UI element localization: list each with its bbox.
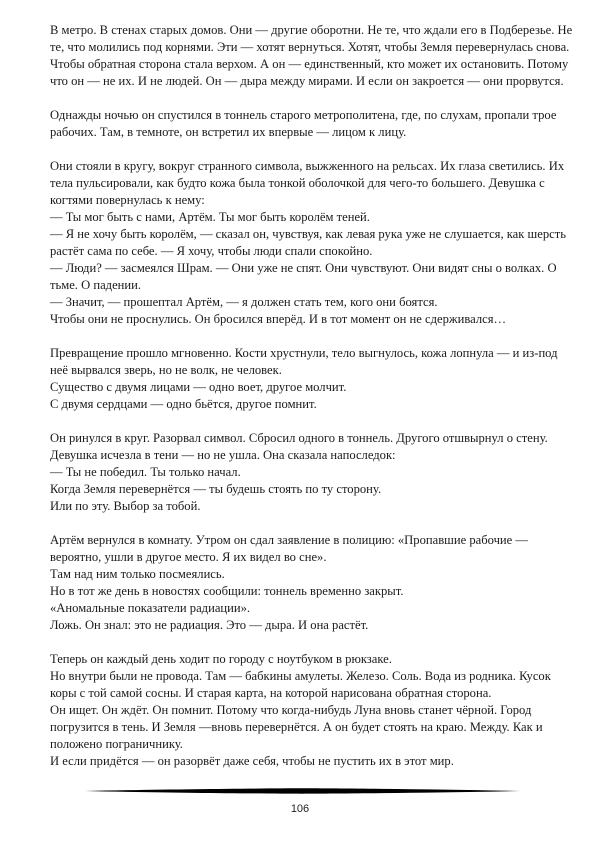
text-line: Или по эту. Выбор за тобой. (50, 499, 201, 513)
text-line: «Аномальные показатели радиации». (50, 601, 251, 615)
text-line: Девушка исчезла в тени — но не ушла. Она сказала напоследок: (50, 448, 396, 462)
text-line: тьме. О падении. (50, 278, 142, 292)
text-line: Чтобы они не проснулись. Он бросился вперёд. И в тот момент он не сдерживался… (50, 312, 507, 326)
text-line: Но внутри были не провода. Там — бабкины амулеты. Железо. Соль. Вода из родника. Кусок (50, 669, 551, 683)
paragraph (50, 532, 560, 634)
text-line: — Значит, — прошептал Артём, — я должен стать тем, кого они боятся. (50, 295, 438, 309)
text-line: положено пограничнику. (50, 737, 183, 751)
text-line: Он ищет. Он ждёт. Он помнит. Потому что когда-нибудь Луна вновь станет чёрной. Город (50, 703, 532, 717)
page-number: 106 (290, 803, 310, 815)
footer-divider (85, 788, 520, 794)
text-line: что он — не их. И не людей. Он — дыра между мирами. И если он закроется — они прорвутся. (50, 74, 564, 88)
paragraph (50, 22, 573, 90)
text-line: И если придётся — он разорвёт даже себя, чтобы не пустить их в этот мир. (50, 754, 454, 768)
text-line: вероятно, ушли в другое место. Я их видел во сне». (50, 550, 327, 564)
text-line: Там над ним только посмеялись. (50, 567, 225, 581)
text-line: — Люди? — засмеялся Шрам. — Они уже не спят. Они чувствуют. Они видят сны о волках. О (50, 261, 557, 275)
text-line: — Ты мог быть с нами, Артём. Ты мог быть королём теней. (50, 210, 370, 224)
paragraph (50, 430, 560, 515)
text-line: Ложь. Он знал: это не радиация. Это — дыра. И она растёт. (50, 618, 369, 632)
text-line: Но в тот же день в новостях сообщили: тоннель временно закрыт. (50, 584, 404, 598)
text-line: неё вырвался зверь, но не волк, не человек. (50, 363, 282, 377)
paragraph (50, 651, 560, 770)
text-line: Однажды ночью он спустился в тоннель старого метрополитена, где, по слухам, пропали трое (50, 108, 557, 122)
text-line: растёт сама по себе. — Я хочу, чтобы люди спали спокойно. (50, 244, 373, 258)
paragraph (50, 107, 560, 141)
page-body-text (50, 22, 573, 787)
text-line: когтями повернулась к нему: (50, 193, 205, 207)
text-line: тела пульсировали, как будто кожа была тонкой оболочкой для чего-то большего. Девушка с (50, 176, 545, 190)
text-line: Существо с двумя лицами — одно воет, другое молчит. (50, 380, 347, 394)
text-line: погрузится в тень. И Земля —вновь перевернётся. А он будет стоять на краю. Между. Как и (50, 720, 543, 734)
text-line: С двумя сердцами — одно бьётся, другое помнит. (50, 397, 317, 411)
text-line: — Я не хочу быть королём, — сказал он, чувствуя, как левая рука уже не слушается, как шерсть (50, 227, 566, 241)
text-line: Чтобы обратная сторона стала верхом. А он — единственный, кто может их остановить. Потому (50, 57, 569, 71)
text-line: Артём вернулся в комнату. Утром он сдал заявление в полицию: «Пропавшие рабочие — (50, 533, 528, 547)
paragraph (50, 345, 560, 413)
paragraph (50, 158, 566, 328)
text-line: Он ринулся в круг. Разорвал символ. Сбросил одного в тоннель. Другого отшвырнул о стену. (50, 431, 548, 445)
text-line: Когда Земля перевернётся — ты будешь стоять по ту сторону. (50, 482, 382, 496)
text-line: те, что молились под корнями. Эти — хотят вернуться. Хотят, чтобы Земля перевернулась снова. (50, 40, 570, 54)
text-line: рабочих. Там, в темноте, он встретил их впервые — лицом к лицу. (50, 125, 407, 139)
text-line: В метро. В стенах старых домов. Они — другие оборотни. Не те, что ждали его в Подберезье. Не (50, 23, 573, 37)
text-line: коры с той самой сосны. И старая карта, на которой нарисована обратная сторона. (50, 686, 492, 700)
text-line: Теперь он каждый день ходит по городу с ноутбуком в рюкзаке. (50, 652, 392, 666)
text-line: Они стояли в кругу, вокруг странного символа, выжженного на рельсах. Их глаза светились. Их (50, 159, 565, 173)
text-line: Превращение прошло мгновенно. Кости хрустнули, тело выгнулось, кожа лопнула — и из-под (50, 346, 558, 360)
text-line: — Ты не победил. Ты только начал. (50, 465, 241, 479)
